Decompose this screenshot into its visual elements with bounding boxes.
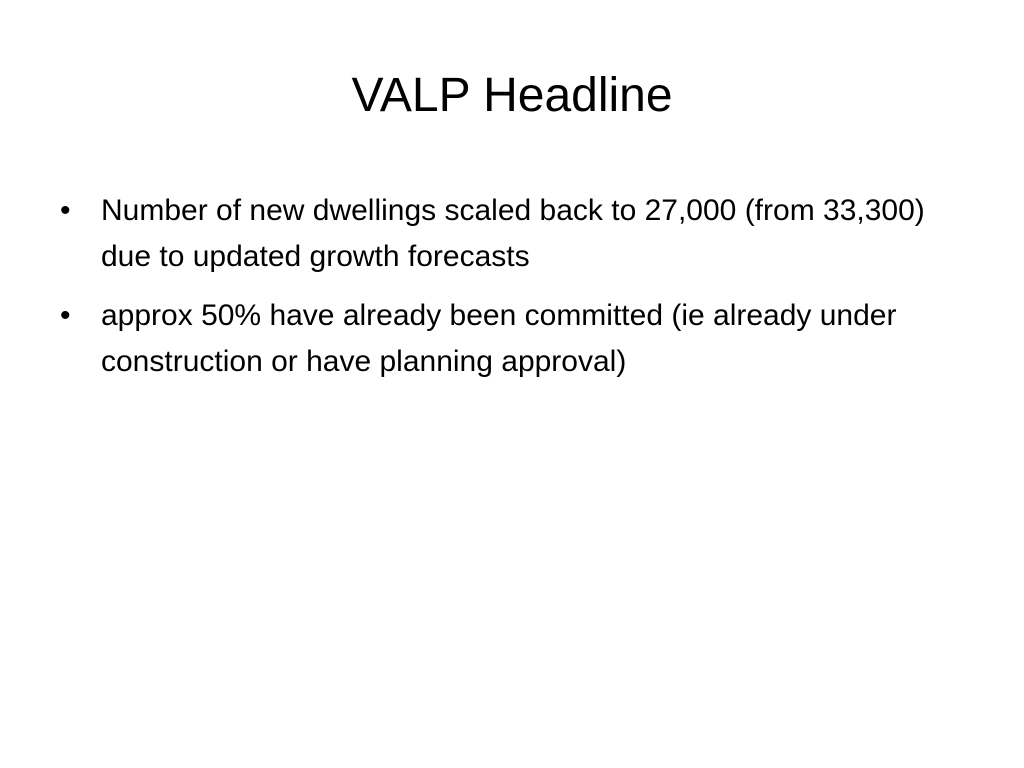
bullet-marker-icon: • [60,194,71,227]
bullet-list [54,188,969,398]
bullet-marker-icon: • [60,299,71,332]
bullet-item [54,293,969,385]
slide-title: VALP Headline [351,69,673,122]
bullet-item [54,188,969,280]
bullet-text: Number of new dwellings scaled back to 27,000 (from 33,300) due to updated growth forecasts [101,194,925,273]
bullet-text: approx 50% have already been committed (ie already under construction or have planning approval) [101,299,897,378]
